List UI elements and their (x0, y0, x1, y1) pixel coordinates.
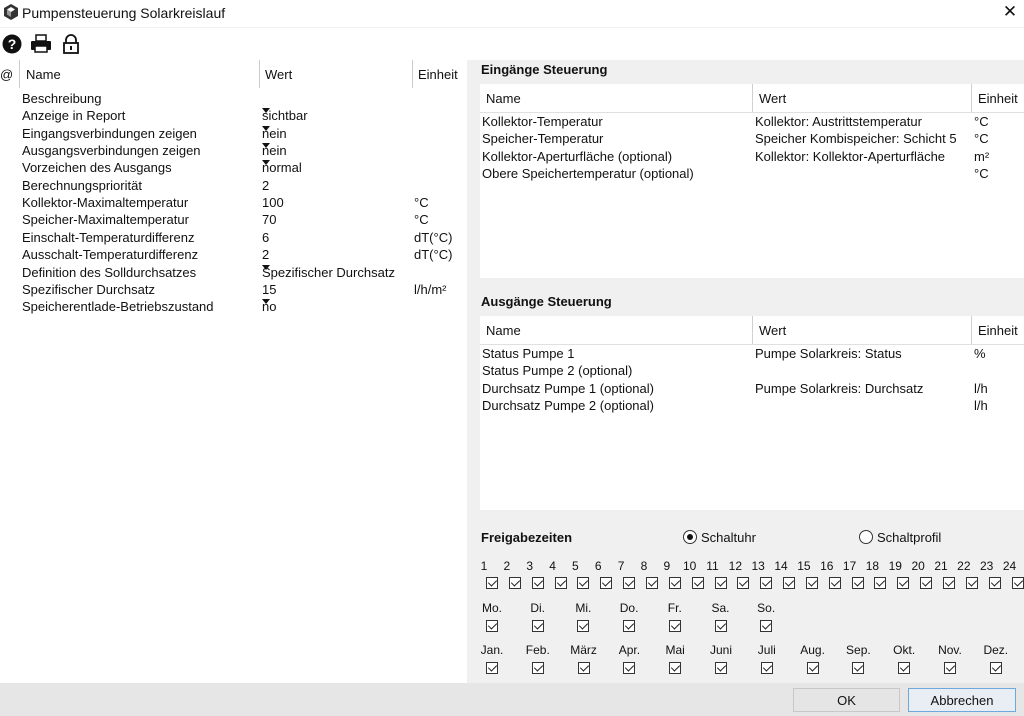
column-divider[interactable] (971, 316, 972, 344)
parameter-unit: dT(°C) (414, 229, 453, 245)
month-label: Mai (665, 643, 685, 657)
parameter-value-text: 2 (262, 247, 270, 263)
hour-label: 5 (572, 559, 579, 573)
parameter-value-dropdown[interactable] (262, 126, 287, 141)
hour-label: 9 (663, 559, 671, 573)
month-label: Juli (757, 643, 776, 657)
parameter-value[interactable] (262, 282, 276, 297)
hour-label: 16 (820, 559, 834, 573)
hour-label: 6 (594, 559, 602, 573)
parameter-value-dropdown[interactable] (262, 143, 287, 158)
month-checkbox[interactable] (944, 662, 956, 674)
dropdown-caret-icon[interactable] (262, 143, 270, 148)
cell-unit: % (974, 346, 986, 361)
radio-label-schaltuhr: Schaltuhr (701, 530, 756, 545)
weekday-label: Mo. (481, 601, 502, 615)
parameter-row[interactable] (0, 230, 467, 247)
hour-checkbox[interactable] (715, 577, 727, 589)
hour-checkbox[interactable] (829, 577, 841, 589)
hour-label: 24 (1002, 559, 1017, 573)
cell-unit: l/h (974, 380, 988, 396)
app-logo-icon (4, 4, 18, 20)
svg-text:?: ? (7, 36, 17, 52)
parameter-unit: l/h/m² (414, 281, 447, 297)
weekday-label: So. (757, 601, 776, 615)
parameter-row[interactable] (0, 195, 467, 212)
column-divider[interactable] (752, 84, 753, 112)
hour-checkbox[interactable] (692, 577, 704, 589)
table-row[interactable] (480, 166, 1024, 183)
close-button[interactable] (996, 0, 1024, 26)
weekday-label: Di. (530, 601, 546, 615)
hour-checkbox[interactable] (874, 577, 886, 589)
parameter-name: Definition des Solldurchsatzes (22, 264, 197, 280)
hour-checkbox[interactable] (623, 577, 635, 589)
radio-button-schaltuhr[interactable] (683, 530, 697, 544)
column-header-value[interactable]: Wert (759, 323, 787, 338)
weekday-checkbox[interactable] (669, 620, 681, 632)
hour-checkbox[interactable] (806, 577, 818, 589)
window-title: Pumpensteuerung Solarkreislauf (22, 5, 226, 21)
weekday-checkbox[interactable] (486, 620, 498, 632)
hour-label: 20 (911, 559, 925, 573)
hour-checkbox[interactable] (577, 577, 589, 589)
hour-checkbox[interactable] (669, 577, 681, 589)
hour-label: 3 (526, 559, 534, 573)
cell-unit: l/h (974, 398, 988, 414)
month-label: März (570, 643, 597, 657)
hour-checkbox[interactable] (646, 577, 658, 589)
column-header-value[interactable]: Wert (265, 67, 293, 82)
month-checkbox[interactable] (807, 662, 819, 674)
ok-button[interactable]: OK (793, 688, 900, 712)
parameter-unit: dT(°C) (414, 247, 453, 263)
dropdown-caret-icon[interactable] (262, 265, 270, 270)
cell-name: Kollektor-Aperturfläche (optional) (482, 148, 673, 164)
radio-button-schaltprofil[interactable] (859, 530, 873, 544)
help-icon (2, 34, 22, 54)
hour-checkbox[interactable] (783, 577, 795, 589)
column-header-unit[interactable]: Einheit (978, 323, 1018, 338)
hour-label: 18 (865, 559, 880, 573)
cell-value[interactable]: Kollektor: Austrittstemperatur (755, 114, 922, 129)
parameter-row[interactable] (0, 265, 467, 282)
column-divider[interactable] (971, 84, 972, 112)
hour-checkbox[interactable] (555, 577, 567, 589)
parameter-name: Spezifischer Durchsatz (22, 281, 155, 297)
parameter-name: Kollektor-Maximaltemperatur (22, 195, 189, 211)
month-checkbox[interactable] (623, 662, 635, 674)
parameter-value-text: no (262, 299, 277, 315)
title-bar (0, 0, 1024, 27)
hour-label: 7 (617, 559, 625, 573)
footer-bar (0, 683, 1024, 716)
table-row[interactable] (480, 114, 1024, 131)
parameter-value[interactable] (262, 247, 269, 262)
parameter-value-dropdown[interactable] (262, 299, 276, 314)
radio-label-schaltprofil: Schaltprofil (877, 530, 942, 545)
parameter-value[interactable] (262, 230, 269, 245)
hour-label: 19 (888, 559, 902, 573)
parameter-value-text: 2 (262, 177, 270, 193)
hour-label: 15 (797, 559, 811, 573)
month-checkbox[interactable] (852, 662, 864, 674)
parameter-name: Speicher-Maximaltemperatur (22, 212, 189, 228)
cell-name: Status Pumpe 1 (482, 346, 575, 361)
cell-value[interactable]: Kollektor: Kollektor-Aperturfläche (755, 148, 946, 164)
inputs-table (480, 84, 1024, 278)
cell-unit: m² (974, 148, 990, 164)
month-checkbox[interactable] (898, 662, 910, 674)
weekday-checkbox[interactable] (623, 620, 635, 632)
column-header-name[interactable]: Name (486, 323, 521, 338)
parameter-value-dropdown[interactable] (262, 265, 395, 280)
parameter-panel (0, 60, 467, 683)
hour-checkbox[interactable] (509, 577, 521, 589)
hour-checkbox[interactable] (852, 577, 864, 589)
parameter-name: Vorzeichen des Ausgangs (22, 160, 172, 176)
cell-unit: °C (974, 166, 989, 182)
lock-icon (62, 34, 80, 54)
toolbar (0, 28, 1024, 60)
hour-checkbox[interactable] (966, 577, 978, 589)
column-divider[interactable] (259, 60, 260, 88)
cell-value[interactable]: Pumpe Solarkreis: Durchsatz (755, 380, 924, 396)
radio-schaltprofil[interactable] (859, 530, 969, 546)
cell-name: Durchsatz Pumpe 2 (optional) (482, 398, 654, 414)
dropdown-caret-icon[interactable] (262, 126, 270, 131)
parameter-unit: °C (414, 195, 429, 211)
parameter-value[interactable] (262, 195, 284, 210)
release-section-title: Freigabezeiten (481, 530, 573, 545)
parameter-row[interactable] (0, 160, 467, 177)
hour-label: 12 (728, 559, 743, 573)
help-button[interactable] (0, 32, 24, 56)
column-header-unit[interactable]: Einheit (978, 91, 1018, 106)
hour-label: 13 (751, 559, 765, 573)
weekday-checkbox[interactable] (577, 620, 589, 632)
hour-checkbox[interactable] (532, 577, 544, 589)
cell-name: Speicher-Temperatur (482, 131, 604, 147)
parameter-row[interactable] (0, 143, 467, 160)
hour-checkbox[interactable] (989, 577, 1001, 589)
parameter-name: Ausschalt-Temperaturdifferenz (22, 247, 199, 263)
inputs-table-header (480, 84, 1024, 113)
parameter-value[interactable] (262, 178, 269, 193)
hour-checkbox[interactable] (1012, 577, 1024, 589)
print-button[interactable] (29, 32, 53, 56)
month-label: Juni (709, 643, 732, 657)
cell-name: Durchsatz Pumpe 1 (optional) (482, 380, 654, 396)
dropdown-caret-icon[interactable] (262, 160, 270, 165)
parameter-value-text: Spezifischer Durchsatz (262, 264, 395, 280)
parameter-row[interactable] (0, 247, 467, 264)
table-row[interactable] (480, 381, 1024, 398)
parameter-value-text: nein (262, 143, 287, 159)
month-checkbox[interactable] (761, 662, 773, 674)
weekday-label: Mi. (575, 601, 592, 615)
weekday-checkbox[interactable] (715, 620, 727, 632)
column-divider[interactable] (752, 316, 753, 344)
cell-name: Obere Speichertemperatur (optional) (482, 166, 694, 182)
month-label: Jan. (480, 643, 504, 657)
column-header-name[interactable]: Name (486, 91, 521, 106)
parameter-name: Einschalt-Temperaturdifferenz (22, 229, 195, 245)
table-row[interactable] (480, 398, 1024, 415)
table-row[interactable] (480, 346, 1024, 363)
cell-name: Status Pumpe 2 (optional) (482, 363, 633, 379)
weekday-label: Fr. (667, 601, 682, 615)
cell-value[interactable]: Speicher Kombispeicher: Schicht 5 (755, 131, 957, 147)
parameter-row[interactable] (0, 282, 467, 299)
weekday-label: Do. (619, 601, 639, 615)
hour-label: 8 (640, 559, 648, 573)
cell-value[interactable]: Pumpe Solarkreis: Status (755, 346, 902, 361)
hour-checkbox[interactable] (943, 577, 955, 589)
cell-unit: °C (974, 114, 989, 129)
parameter-row[interactable] (0, 212, 467, 229)
parameter-unit: °C (414, 212, 429, 228)
column-header-value[interactable]: Wert (759, 91, 787, 106)
close-icon: ✕ (1002, 2, 1018, 21)
parameter-value[interactable] (262, 212, 276, 227)
month-checkbox[interactable] (715, 662, 727, 674)
outputs-table (480, 316, 1024, 510)
month-checkbox[interactable] (578, 662, 590, 674)
month-checkbox[interactable] (486, 662, 498, 674)
parameter-row[interactable] (0, 108, 467, 125)
parameter-value-dropdown[interactable] (262, 160, 302, 175)
parameter-name: Ausgangsverbindungen zeigen (22, 143, 201, 159)
month-checkbox[interactable] (669, 662, 681, 674)
month-checkbox[interactable] (532, 662, 544, 674)
dropdown-caret-icon[interactable] (262, 299, 270, 304)
hour-checkbox[interactable] (897, 577, 909, 589)
hour-label: 22 (957, 559, 971, 573)
parameter-name: Anzeige in Report (22, 108, 126, 124)
month-label: Okt. (893, 643, 916, 657)
hour-label: 1 (480, 559, 488, 573)
hour-label: 14 (774, 559, 788, 573)
hour-label: 23 (980, 559, 994, 573)
hour-checkbox[interactable] (760, 577, 772, 589)
outputs-section-title: Ausgänge Steuerung (481, 294, 612, 309)
column-divider[interactable] (412, 60, 413, 88)
parameter-row[interactable] (0, 91, 467, 108)
cell-name: Kollektor-Temperatur (482, 114, 603, 129)
lock-button[interactable] (59, 32, 83, 56)
cell-unit: °C (974, 131, 989, 147)
parameter-value-text: 6 (262, 229, 270, 245)
hour-label: 10 (682, 559, 697, 573)
month-label: Sep. (846, 643, 871, 657)
hour-label: 11 (706, 559, 719, 573)
table-row[interactable] (480, 149, 1024, 166)
month-label: Nov. (938, 643, 962, 657)
weekday-checkbox[interactable] (532, 620, 544, 632)
parameter-name: Eingangsverbindungen zeigen (22, 125, 197, 141)
column-divider[interactable] (19, 60, 20, 88)
parameter-name: Speicherentlade-Betriebszustand (22, 299, 214, 315)
parameter-row[interactable] (0, 299, 467, 316)
parameter-value-text: nein (262, 125, 287, 141)
cancel-button[interactable]: Abbrechen (908, 688, 1016, 712)
hour-checkbox[interactable] (920, 577, 932, 589)
table-row[interactable] (480, 363, 1024, 380)
month-label: Dez. (983, 643, 1009, 657)
hour-label: 2 (503, 559, 511, 573)
hour-label: 4 (549, 559, 556, 573)
dropdown-caret-icon[interactable] (262, 108, 270, 113)
parameter-value-text: sichtbar (262, 108, 308, 124)
month-label: Aug. (800, 643, 825, 657)
month-label: Feb. (525, 643, 550, 657)
hour-label: 17 (842, 559, 857, 573)
weekday-label: Sa. (711, 601, 730, 615)
parameter-value-text: normal (262, 160, 302, 176)
hour-checkbox[interactable] (737, 577, 749, 589)
column-header-name[interactable]: Name (26, 67, 61, 82)
parameter-name: Berechnungspriorität (22, 177, 142, 193)
parameter-row[interactable] (0, 126, 467, 143)
column-header-unit[interactable]: Einheit (418, 67, 458, 82)
parameter-value-dropdown[interactable] (262, 108, 308, 123)
parameter-value-text: 15 (262, 281, 277, 297)
parameter-name: Beschreibung (22, 91, 102, 106)
outputs-table-header (480, 316, 1024, 345)
print-icon (30, 34, 52, 54)
month-checkbox[interactable] (990, 662, 1002, 674)
hour-checkbox[interactable] (600, 577, 612, 589)
column-header-at[interactable]: @ (0, 67, 14, 82)
month-label: Apr. (618, 643, 641, 657)
inputs-section-title: Eingänge Steuerung (481, 62, 608, 77)
parameter-row[interactable] (0, 178, 467, 195)
parameter-value-text: 70 (262, 212, 277, 228)
table-row[interactable] (480, 131, 1024, 148)
hour-label: 21 (934, 559, 948, 573)
radio-schaltuhr[interactable] (683, 530, 793, 546)
parameter-value-text: 100 (262, 195, 284, 211)
hour-checkbox[interactable] (486, 577, 498, 589)
weekday-checkbox[interactable] (760, 620, 772, 632)
